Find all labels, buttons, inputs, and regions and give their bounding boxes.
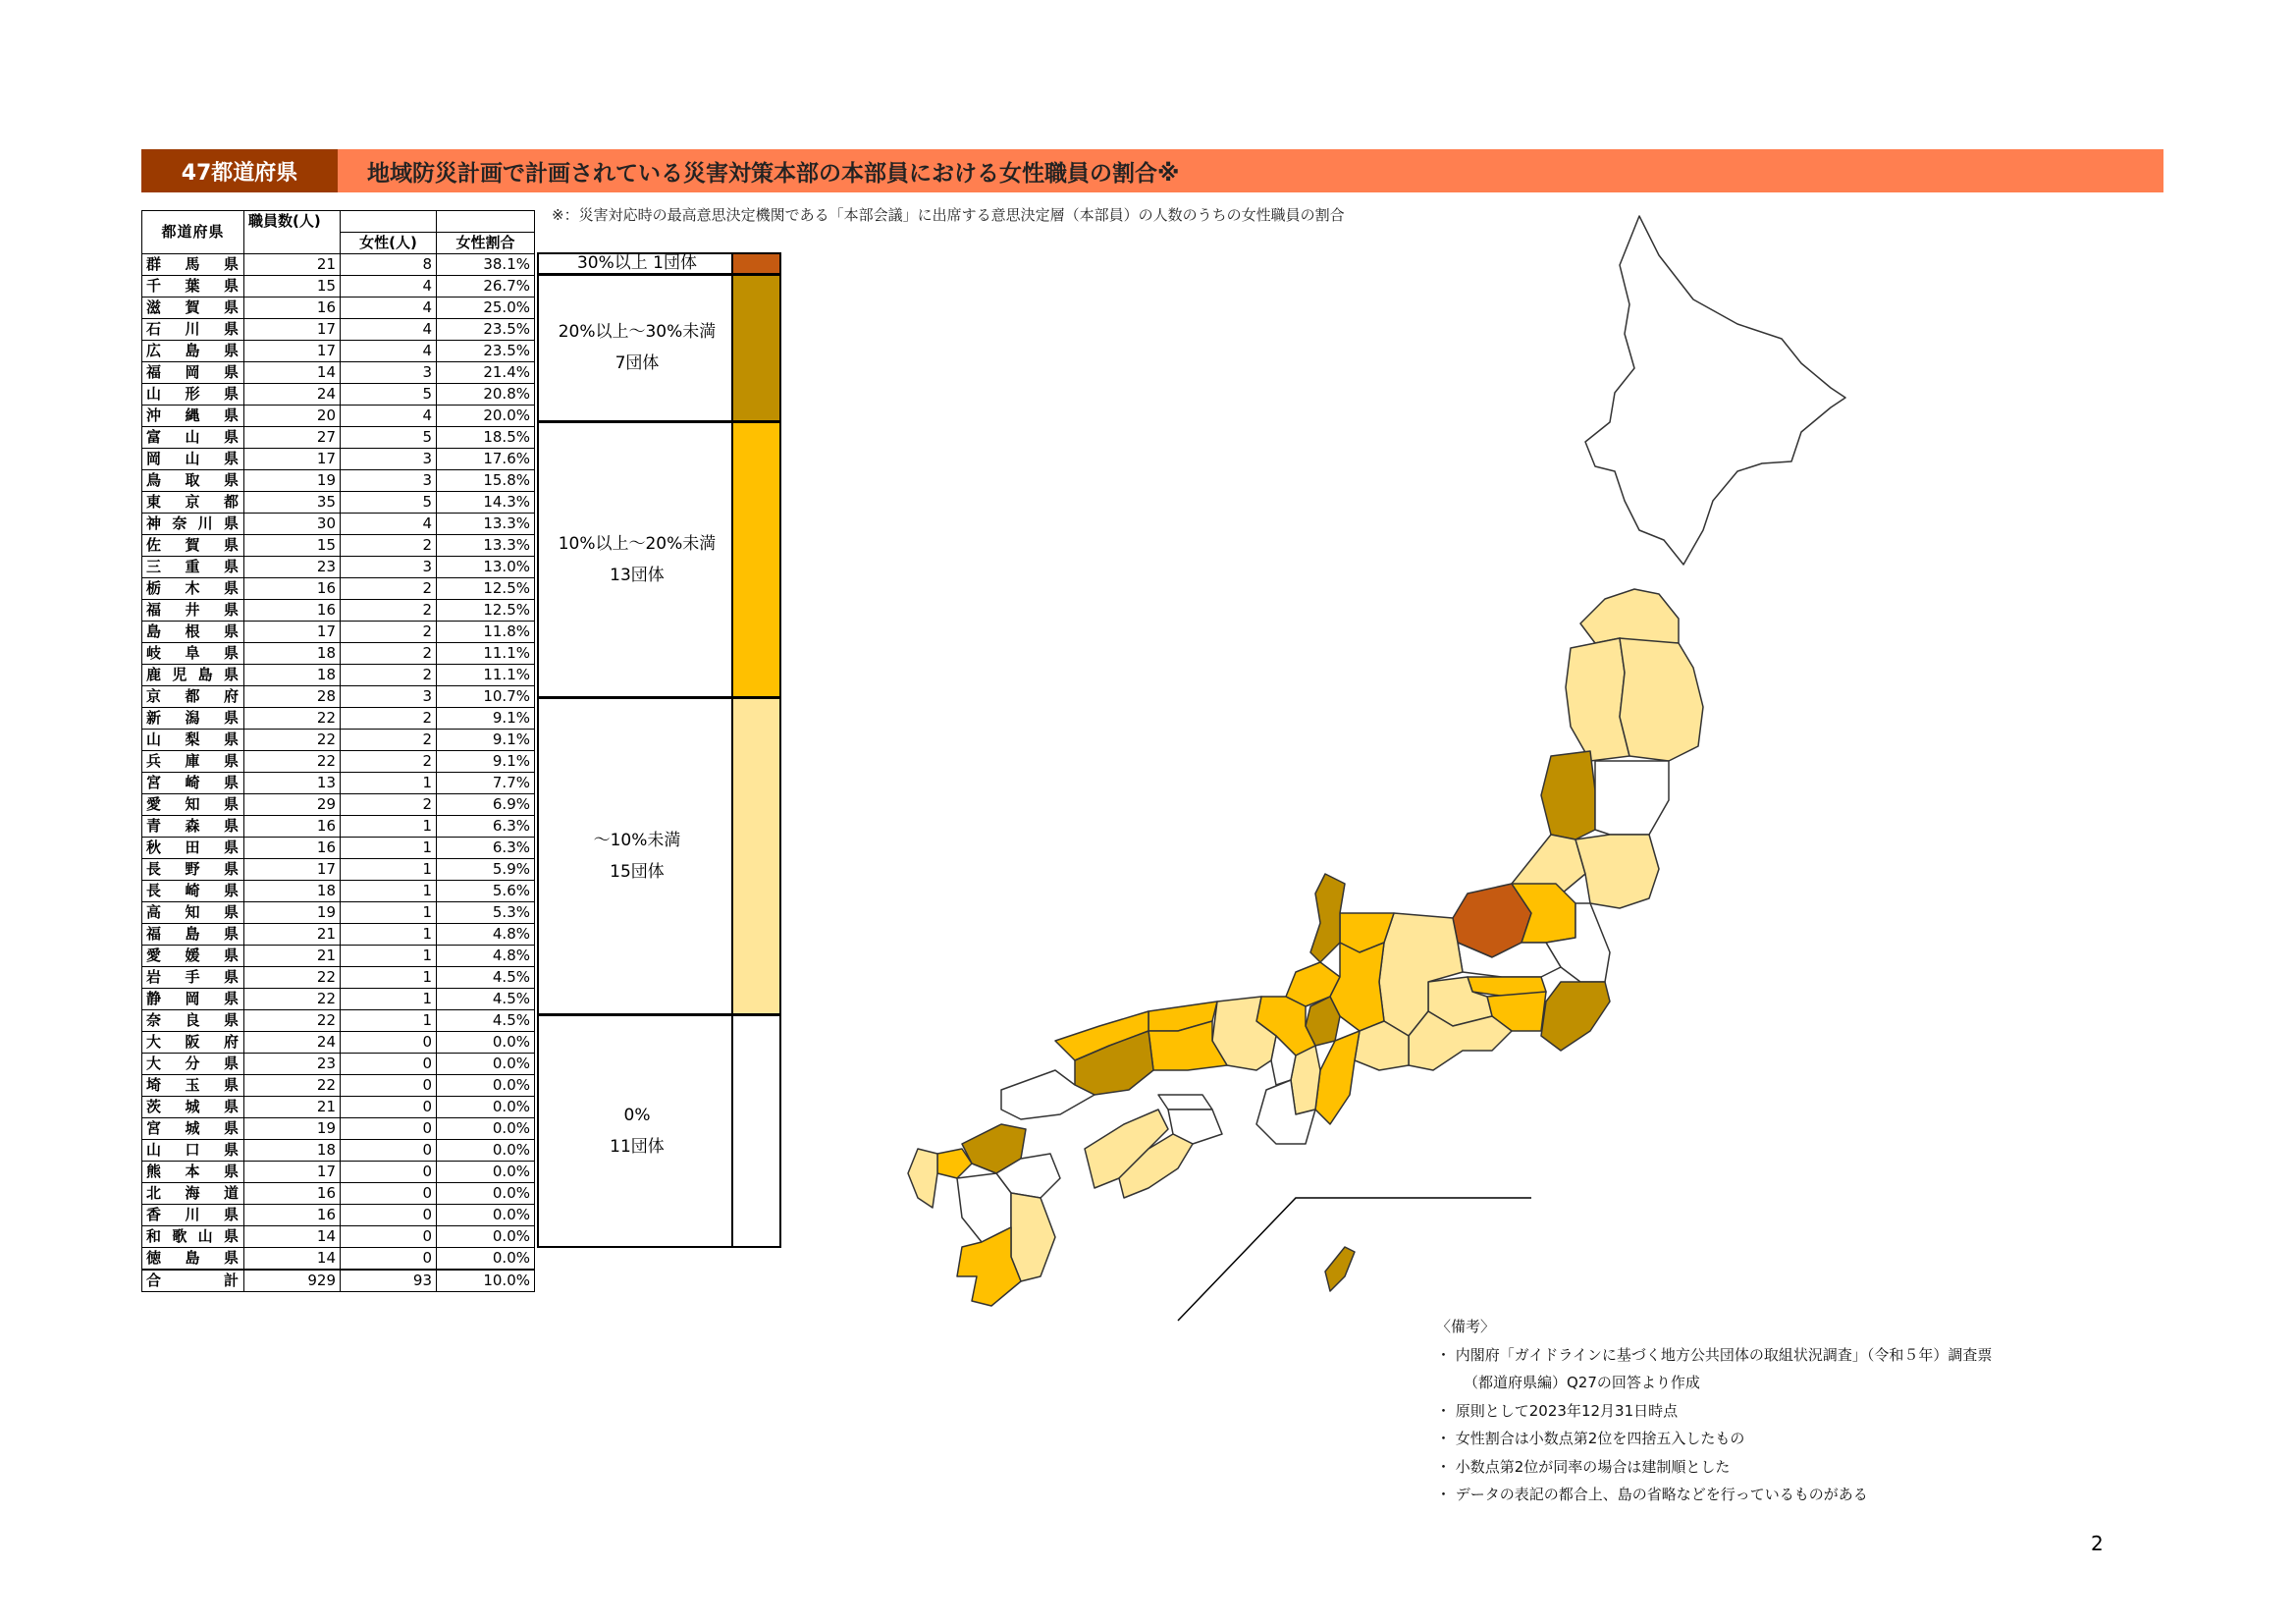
row-prefecture: 京都府: [142, 685, 244, 707]
row-prefecture: 新潟県: [142, 707, 244, 729]
row-prefecture: 青森県: [142, 815, 244, 837]
remark-line: ・ 内閣府「ガイドラインに基づく地方公共団体の取組状況調査」（令和５年）調査票: [1436, 1345, 1993, 1364]
table-row: [142, 297, 535, 318]
row-ratio: 13.3%: [437, 534, 535, 556]
row-prefecture: 東京都: [142, 491, 244, 513]
row-staff: 19: [244, 901, 341, 923]
row-ratio: 9.1%: [437, 750, 535, 772]
row-ratio: 0.0%: [437, 1117, 535, 1139]
legend-swatch: [731, 699, 779, 1013]
row-female: 0: [341, 1182, 437, 1204]
row-female: 2: [341, 729, 437, 750]
row-ratio: 25.0%: [437, 297, 535, 318]
legend-swatch: [731, 423, 779, 695]
row-staff: 21: [244, 253, 341, 275]
remarks-title: 〈備考〉: [1436, 1318, 1496, 1335]
row-prefecture: 長野県: [142, 858, 244, 880]
row-prefecture: 福岡県: [142, 361, 244, 383]
row-ratio: 17.6%: [437, 448, 535, 469]
row-female: 5: [341, 491, 437, 513]
row-staff: 15: [244, 534, 341, 556]
row-ratio: 38.1%: [437, 253, 535, 275]
row-staff: 16: [244, 599, 341, 621]
row-staff: 24: [244, 383, 341, 405]
table-row: [142, 577, 535, 599]
row-prefecture: 長崎県: [142, 880, 244, 901]
row-female: 1: [341, 815, 437, 837]
row-staff: 16: [244, 1204, 341, 1225]
table-row: [142, 383, 535, 405]
row-female: 1: [341, 988, 437, 1009]
row-ratio: 0.0%: [437, 1182, 535, 1204]
row-female: 3: [341, 448, 437, 469]
row-prefecture: 静岡県: [142, 988, 244, 1009]
table-row: [142, 815, 535, 837]
row-female: 0: [341, 1204, 437, 1225]
map-mie: [1315, 1031, 1360, 1124]
remark-line: ・ 小数点第2位が同率の場合は建制順とした: [1436, 1457, 1731, 1476]
page-number: 2: [2091, 1532, 2104, 1555]
row-staff: 19: [244, 1117, 341, 1139]
row-staff: 16: [244, 577, 341, 599]
row-prefecture: 岡山県: [142, 448, 244, 469]
row-prefecture: 熊本県: [142, 1161, 244, 1182]
row-staff: 21: [244, 945, 341, 966]
row-female: 4: [341, 513, 437, 534]
row-prefecture: 富山県: [142, 426, 244, 448]
row-female: 0: [341, 1161, 437, 1182]
row-staff: 18: [244, 664, 341, 685]
row-ratio: 6.3%: [437, 815, 535, 837]
table-row: [142, 448, 535, 469]
row-prefecture: 兵庫県: [142, 750, 244, 772]
row-female: 1: [341, 901, 437, 923]
table-row: [142, 1204, 535, 1225]
remark-line: ・ データの表記の都合上、島の省略などを行っているものがある: [1436, 1486, 1868, 1503]
table-row: [142, 426, 535, 448]
remark-line: （都道府県編）Q27の回答より作成: [1464, 1374, 1700, 1391]
row-female: 1: [341, 966, 437, 988]
row-staff: 22: [244, 750, 341, 772]
table-row: [142, 1074, 535, 1096]
row-ratio: 23.5%: [437, 340, 535, 361]
map-aomori: [1580, 589, 1679, 643]
row-prefecture: 山形県: [142, 383, 244, 405]
row-prefecture: 和歌山県: [142, 1225, 244, 1247]
row-female: 0: [341, 1053, 437, 1074]
table-row: [142, 491, 535, 513]
table-row: [142, 664, 535, 685]
row-female: 4: [341, 318, 437, 340]
table-row: [142, 642, 535, 664]
row-staff: 22: [244, 988, 341, 1009]
header-female: 女性(人): [341, 232, 437, 253]
row-staff: 17: [244, 448, 341, 469]
row-female: 0: [341, 1139, 437, 1161]
map-yamagata: [1541, 751, 1595, 839]
row-female: 3: [341, 361, 437, 383]
row-ratio: 13.0%: [437, 556, 535, 577]
legend-range: 10%以上～20%未満: [558, 533, 717, 554]
table-row: [142, 318, 535, 340]
row-ratio: 26.7%: [437, 275, 535, 297]
table-row: [142, 966, 535, 988]
row-ratio: 10.7%: [437, 685, 535, 707]
row-female: 0: [341, 1225, 437, 1247]
row-female: 0: [341, 1117, 437, 1139]
legend-range: 30%以上 1団体: [576, 253, 697, 274]
legend-range: 0%: [623, 1105, 651, 1125]
table-row: [142, 793, 535, 815]
row-staff: 27: [244, 426, 341, 448]
row-ratio: 6.3%: [437, 837, 535, 858]
table-row: [142, 880, 535, 901]
row-staff: 22: [244, 707, 341, 729]
row-prefecture: 島根県: [142, 621, 244, 642]
japan-map: [864, 206, 2002, 1345]
row-prefecture: 三重県: [142, 556, 244, 577]
row-ratio: 4.8%: [437, 923, 535, 945]
legend-group: [537, 252, 781, 275]
legend-label: [539, 254, 735, 273]
row-prefecture: 広島県: [142, 340, 244, 361]
row-staff: 29: [244, 793, 341, 815]
row-prefecture: 滋賀県: [142, 297, 244, 318]
row-prefecture: 埼玉県: [142, 1074, 244, 1096]
table-row: [142, 1009, 535, 1031]
row-staff: 16: [244, 297, 341, 318]
row-prefecture: 石川県: [142, 318, 244, 340]
row-female: 4: [341, 275, 437, 297]
row-ratio: 0.0%: [437, 1053, 535, 1074]
map-iwate: [1620, 638, 1703, 761]
legend-label: [539, 276, 735, 421]
table-row: [142, 513, 535, 534]
legend-group: [537, 421, 781, 697]
row-staff: 30: [244, 513, 341, 534]
header-staff: 職員数(人): [244, 211, 341, 233]
table-row: [142, 772, 535, 793]
row-ratio: 0.0%: [437, 1074, 535, 1096]
table-row: [142, 534, 535, 556]
map-kagoshima: [957, 1227, 1021, 1306]
row-prefecture: 鹿児島県: [142, 664, 244, 685]
row-ratio: 0.0%: [437, 1031, 535, 1053]
header-prefecture: 都道府県: [142, 211, 244, 254]
row-prefecture: 山梨県: [142, 729, 244, 750]
row-female: 3: [341, 556, 437, 577]
row-staff: 17: [244, 858, 341, 880]
total-label: 合計: [142, 1270, 244, 1292]
row-ratio: 4.5%: [437, 988, 535, 1009]
row-staff: 18: [244, 642, 341, 664]
row-prefecture: 宮崎県: [142, 772, 244, 793]
table-row: [142, 405, 535, 426]
row-prefecture: 大阪府: [142, 1031, 244, 1053]
table-row: [142, 1096, 535, 1117]
legend-label: [539, 1016, 735, 1246]
row-prefecture: 福島県: [142, 923, 244, 945]
row-staff: 21: [244, 923, 341, 945]
row-staff: 22: [244, 966, 341, 988]
row-ratio: 12.5%: [437, 599, 535, 621]
row-female: 0: [341, 1074, 437, 1096]
table-row: [142, 945, 535, 966]
row-female: 1: [341, 858, 437, 880]
legend-label: [539, 699, 735, 1013]
row-ratio: 11.1%: [437, 664, 535, 685]
row-prefecture: 香川県: [142, 1204, 244, 1225]
row-ratio: 14.3%: [437, 491, 535, 513]
row-ratio: 5.3%: [437, 901, 535, 923]
table-row: [142, 599, 535, 621]
row-ratio: 11.8%: [437, 621, 535, 642]
prefecture-table: [141, 210, 535, 1292]
legend-swatch: [731, 276, 779, 421]
row-ratio: 23.5%: [437, 318, 535, 340]
legend-label: [539, 423, 735, 695]
row-female: 2: [341, 534, 437, 556]
legend-count: 7団体: [614, 353, 660, 374]
row-prefecture: 大分県: [142, 1053, 244, 1074]
row-prefecture: 佐賀県: [142, 534, 244, 556]
row-ratio: 4.5%: [437, 1009, 535, 1031]
row-staff: 18: [244, 880, 341, 901]
legend-count: 15団体: [610, 861, 665, 882]
row-female: 2: [341, 642, 437, 664]
remark-line: ・ 原則として2023年12月31日時点: [1436, 1401, 1679, 1420]
title-bar: [141, 149, 2163, 192]
row-female: 1: [341, 945, 437, 966]
row-ratio: 18.5%: [437, 426, 535, 448]
table-row: [142, 837, 535, 858]
row-staff: 16: [244, 837, 341, 858]
row-staff: 17: [244, 1161, 341, 1182]
row-prefecture: 宮城県: [142, 1117, 244, 1139]
row-female: 1: [341, 837, 437, 858]
table-row: [142, 1247, 535, 1270]
table-row: [142, 923, 535, 945]
row-prefecture: 栃木県: [142, 577, 244, 599]
legend-group: [537, 697, 781, 1015]
row-female: 4: [341, 405, 437, 426]
row-prefecture: 沖縄県: [142, 405, 244, 426]
row-staff: 14: [244, 1247, 341, 1270]
table-row: [142, 988, 535, 1009]
row-staff: 14: [244, 361, 341, 383]
table-row: [142, 1225, 535, 1247]
legend-range: 20%以上～30%未満: [558, 322, 717, 343]
legend-count: 13団体: [610, 565, 665, 585]
row-prefecture: 群馬県: [142, 253, 244, 275]
legend-range: ～10%未満: [593, 830, 681, 850]
table-row: [142, 858, 535, 880]
row-ratio: 20.0%: [437, 405, 535, 426]
row-female: 4: [341, 297, 437, 318]
row-female: 3: [341, 469, 437, 491]
row-staff: 16: [244, 815, 341, 837]
row-female: 2: [341, 793, 437, 815]
table-row: [142, 1031, 535, 1053]
row-prefecture: 愛媛県: [142, 945, 244, 966]
row-staff: 15: [244, 275, 341, 297]
row-prefecture: 徳島県: [142, 1247, 244, 1270]
row-ratio: 0.0%: [437, 1225, 535, 1247]
table-row: [142, 469, 535, 491]
row-female: 2: [341, 621, 437, 642]
header-ratio: 女性割合: [437, 232, 535, 253]
row-ratio: 4.5%: [437, 966, 535, 988]
table-row: [142, 361, 535, 383]
row-staff: 23: [244, 1053, 341, 1074]
row-ratio: 21.4%: [437, 361, 535, 383]
row-female: 1: [341, 1009, 437, 1031]
row-ratio: 0.0%: [437, 1161, 535, 1182]
row-prefecture: 北海道: [142, 1182, 244, 1204]
table-row: [142, 707, 535, 729]
map-okinawa: [1325, 1247, 1355, 1291]
page-title: 地域防災計画で計画されている災害対策本部の本部員における女性職員の割合※: [367, 160, 1180, 187]
okinawa-inset-line: [1178, 1198, 1531, 1321]
legend-group: [537, 1014, 781, 1248]
table-body: [142, 253, 535, 1270]
row-ratio: 4.8%: [437, 945, 535, 966]
table-row: [142, 1182, 535, 1204]
table-row: [142, 621, 535, 642]
row-female: 1: [341, 772, 437, 793]
map-miyagi: [1595, 761, 1669, 835]
row-female: 2: [341, 750, 437, 772]
table-row: [142, 901, 535, 923]
table-row: [142, 275, 535, 297]
row-ratio: 0.0%: [437, 1247, 535, 1270]
row-prefecture: 高知県: [142, 901, 244, 923]
row-ratio: 9.1%: [437, 707, 535, 729]
row-staff: 18: [244, 1139, 341, 1161]
row-ratio: 7.7%: [437, 772, 535, 793]
row-ratio: 0.0%: [437, 1139, 535, 1161]
row-staff: 21: [244, 1096, 341, 1117]
row-prefecture: 茨城県: [142, 1096, 244, 1117]
row-female: 0: [341, 1031, 437, 1053]
row-ratio: 15.8%: [437, 469, 535, 491]
row-female: 1: [341, 880, 437, 901]
row-prefecture: 千葉県: [142, 275, 244, 297]
table-row: [142, 1139, 535, 1161]
row-staff: 17: [244, 318, 341, 340]
row-ratio: 11.1%: [437, 642, 535, 664]
remarks: [1436, 1313, 1992, 1509]
row-staff: 20: [244, 405, 341, 426]
row-staff: 22: [244, 729, 341, 750]
row-staff: 17: [244, 340, 341, 361]
row-ratio: 9.1%: [437, 729, 535, 750]
table-row: [142, 729, 535, 750]
table-row: [142, 1161, 535, 1182]
row-staff: 14: [244, 1225, 341, 1247]
row-ratio: 6.9%: [437, 793, 535, 815]
row-prefecture: 愛知県: [142, 793, 244, 815]
row-staff: 24: [244, 1031, 341, 1053]
remark-line: ・ 女性割合は小数点第2位を四捨五入したもの: [1436, 1430, 1745, 1447]
legend-swatch: [731, 1016, 779, 1246]
total-staff: 929: [244, 1270, 341, 1292]
title-badge: 47都道府県: [141, 149, 338, 192]
map-miyazaki: [1011, 1193, 1055, 1281]
footnote-note: ※：災害対応時の最高意思決定機関である「本部会議」に出席する意思決定層（本部員）の人数のうちの女性職員の割合: [552, 206, 1345, 224]
row-ratio: 0.0%: [437, 1204, 535, 1225]
row-staff: 19: [244, 469, 341, 491]
row-staff: 28: [244, 685, 341, 707]
row-staff: 16: [244, 1182, 341, 1204]
total-row: [142, 1270, 535, 1292]
row-prefecture: 岐阜県: [142, 642, 244, 664]
table-row: [142, 340, 535, 361]
row-female: 4: [341, 340, 437, 361]
row-female: 5: [341, 426, 437, 448]
legend-count: 11団体: [610, 1136, 665, 1157]
row-female: 0: [341, 1096, 437, 1117]
row-staff: 23: [244, 556, 341, 577]
row-staff: 35: [244, 491, 341, 513]
row-ratio: 0.0%: [437, 1096, 535, 1117]
table-row: [142, 685, 535, 707]
row-female: 1: [341, 923, 437, 945]
total-ratio: 10.0%: [437, 1270, 535, 1292]
table-row: [142, 1053, 535, 1074]
row-prefecture: 神奈川県: [142, 513, 244, 534]
table-row: [142, 1117, 535, 1139]
table-row: [142, 253, 535, 275]
legend-group: [537, 274, 781, 423]
row-staff: 22: [244, 1074, 341, 1096]
row-female: 2: [341, 599, 437, 621]
row-female: 3: [341, 685, 437, 707]
table-row: [142, 556, 535, 577]
row-prefecture: 奈良県: [142, 1009, 244, 1031]
map-akita: [1566, 638, 1629, 761]
map-hokkaido: [1585, 216, 1845, 565]
row-female: 2: [341, 577, 437, 599]
map-chiba: [1541, 982, 1610, 1051]
row-female: 8: [341, 253, 437, 275]
row-ratio: 13.3%: [437, 513, 535, 534]
row-staff: 17: [244, 621, 341, 642]
row-ratio: 20.8%: [437, 383, 535, 405]
map-fukushima: [1575, 835, 1659, 908]
map-nagasaki: [908, 1149, 937, 1208]
row-female: 0: [341, 1247, 437, 1270]
row-staff: 22: [244, 1009, 341, 1031]
row-ratio: 5.9%: [437, 858, 535, 880]
total-female: 93: [341, 1270, 437, 1292]
legend-swatch: [731, 254, 779, 273]
table-row: [142, 750, 535, 772]
row-ratio: 5.6%: [437, 880, 535, 901]
row-female: 2: [341, 664, 437, 685]
row-female: 5: [341, 383, 437, 405]
row-female: 2: [341, 707, 437, 729]
row-ratio: 12.5%: [437, 577, 535, 599]
row-prefecture: 鳥取県: [142, 469, 244, 491]
row-prefecture: 秋田県: [142, 837, 244, 858]
row-prefecture: 福井県: [142, 599, 244, 621]
row-prefecture: 岩手県: [142, 966, 244, 988]
row-prefecture: 山口県: [142, 1139, 244, 1161]
row-staff: 13: [244, 772, 341, 793]
map-kagawa: [1158, 1095, 1212, 1110]
